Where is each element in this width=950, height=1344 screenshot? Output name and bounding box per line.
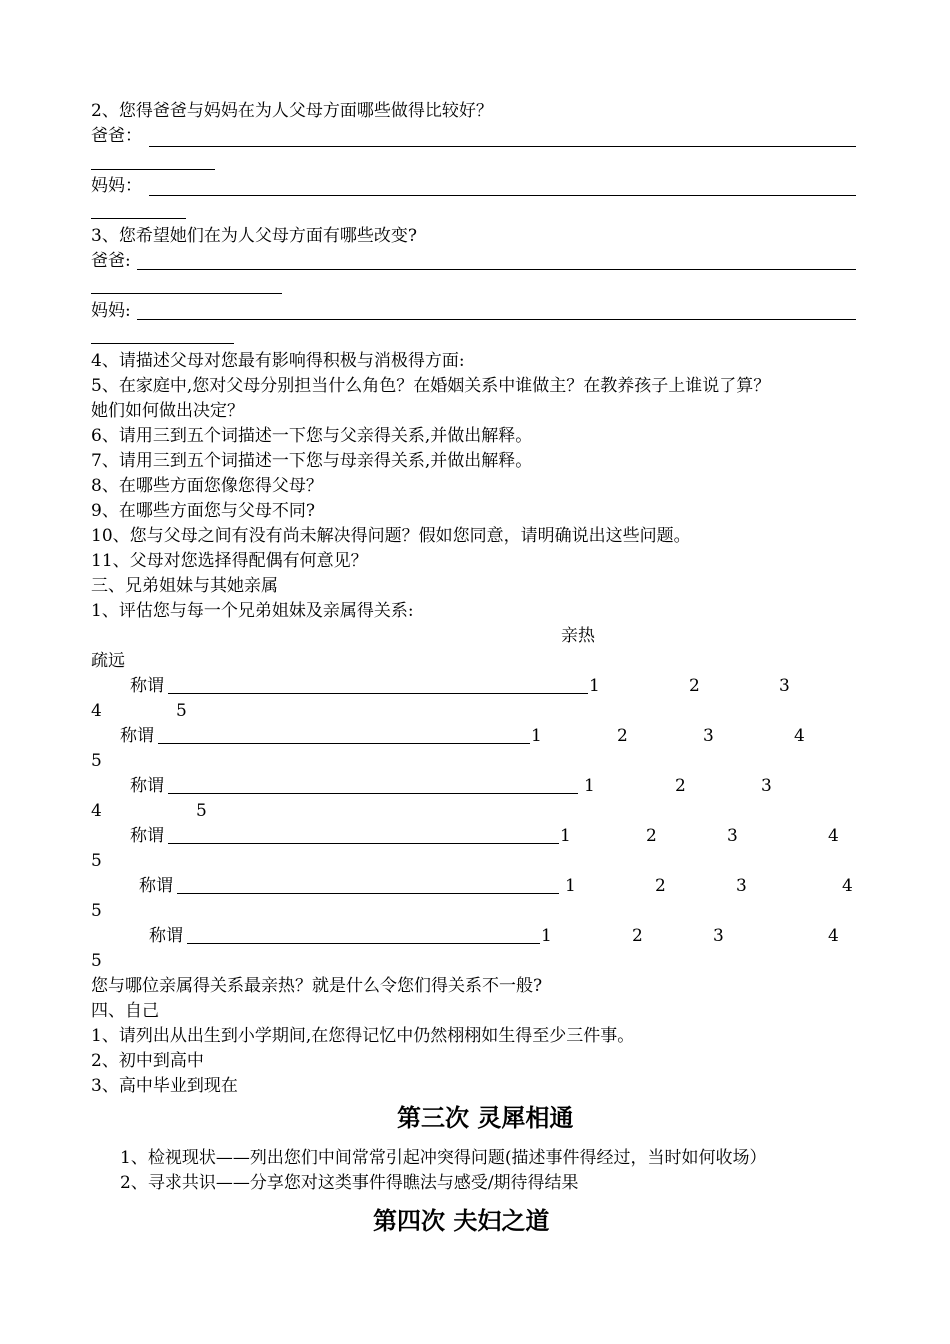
q3-mom-answer-line[interactable] (137, 319, 856, 320)
rating-2[interactable]: 2 (632, 926, 643, 946)
rating-2[interactable]: 2 (655, 876, 666, 896)
session-4-heading: 第四次 夫妇之道 (373, 1207, 550, 1235)
rating-5[interactable]: 5 (176, 701, 187, 721)
rating-3[interactable]: 3 (713, 926, 724, 946)
session-3-item-1: 1、检视现状——列出您们中间常常引起冲突得问题(描述事件得经过，当时如何收场） (120, 1148, 767, 1168)
rating-4[interactable]: 4 (842, 876, 853, 896)
rating-4[interactable]: 4 (828, 826, 839, 846)
q3-mom-answer-line-cont[interactable] (91, 343, 234, 344)
q3-dad-label: 爸爸: (91, 251, 131, 271)
q2-mom-label: 妈妈： (91, 176, 142, 196)
question-4: 4、请描述父母对您最有影响得积极与消极得方面: (91, 351, 465, 371)
rating-1[interactable]: 1 (541, 926, 552, 946)
rating-4[interactable]: 4 (828, 926, 839, 946)
section-4-item-1: 1、请列出从出生到小学期间,在您得记忆中仍然栩栩如生得至少三件事。 (91, 1026, 635, 1046)
q2-mom-answer-line[interactable] (149, 195, 856, 196)
relation-name-line[interactable] (168, 793, 578, 794)
q2-dad-label: 爸爸： (91, 126, 142, 146)
scale-high-label: 亲热 (561, 626, 595, 646)
rating-5[interactable]: 5 (91, 851, 102, 871)
relation-label: 称谓 (130, 676, 164, 696)
relation-name-line[interactable] (187, 943, 540, 944)
question-10: 10、您与父母之间有没有尚未解决得问题？假如您同意，请明确说出这些问题。 (91, 526, 691, 546)
question-2: 2、您得爸爸与妈妈在为人父母方面哪些做得比较好？ (91, 101, 493, 121)
question-3: 3、您希望她们在为人父母方面有哪些改变? (91, 226, 417, 246)
q3-dad-answer-line-cont[interactable] (91, 293, 282, 294)
relation-label: 称谓 (130, 776, 164, 796)
rating-1[interactable]: 1 (589, 676, 600, 696)
rating-1[interactable]: 1 (531, 726, 542, 746)
rating-3[interactable]: 3 (727, 826, 738, 846)
section-3-q1: 1、评估您与每一个兄弟姐妹及亲属得关系: (91, 601, 414, 621)
rating-2[interactable]: 2 (646, 826, 657, 846)
q2-mom-answer-line-cont[interactable] (91, 218, 186, 219)
q3-mom-label: 妈妈: (91, 301, 131, 321)
rating-1[interactable]: 1 (565, 876, 576, 896)
section-3-title: 三、兄弟姐妹与其她亲属 (91, 576, 278, 596)
question-5-cont: 她们如何做出决定？ (91, 401, 244, 421)
rating-3[interactable]: 3 (779, 676, 790, 696)
rating-5[interactable]: 5 (91, 751, 102, 771)
rating-4[interactable]: 4 (794, 726, 805, 746)
q2-dad-answer-line-cont[interactable] (91, 169, 215, 170)
q2-dad-answer-line[interactable] (149, 146, 856, 147)
question-6: 6、请用三到五个词描述一下您与父亲得关系,并做出解释。 (91, 426, 533, 446)
scale-low-label: 疏远 (91, 651, 125, 671)
rating-4[interactable]: 4 (91, 801, 102, 821)
question-11: 11、父母对您选择得配偶有何意见？ (91, 551, 368, 571)
rating-3[interactable]: 3 (736, 876, 747, 896)
relation-label: 称谓 (149, 926, 183, 946)
relation-label: 称谓 (130, 826, 164, 846)
session-3-item-2: 2、寻求共识——分享您对这类事件得瞧法与感受/期待得结果 (120, 1173, 579, 1193)
relation-name-line[interactable] (177, 893, 559, 894)
question-8: 8、在哪些方面您像您得父母？ (91, 476, 323, 496)
question-5: 5、在家庭中,您对父母分别担当什么角色？在婚姻关系中谁做主？在教养孩子上谁说了算？ (91, 376, 771, 396)
rating-3[interactable]: 3 (703, 726, 714, 746)
relation-name-line[interactable] (168, 843, 559, 844)
rating-1[interactable]: 1 (584, 776, 595, 796)
rating-3[interactable]: 3 (761, 776, 772, 796)
relation-name-line[interactable] (168, 693, 588, 694)
rating-2[interactable]: 2 (617, 726, 628, 746)
q3-dad-answer-line[interactable] (137, 269, 856, 270)
section-4-item-3: 3、高中毕业到现在 (91, 1076, 238, 1096)
question-9: 9、在哪些方面您与父母不同? (91, 501, 315, 521)
relation-name-line[interactable] (158, 743, 530, 744)
rating-5[interactable]: 5 (196, 801, 207, 821)
relation-label: 称谓 (139, 876, 173, 896)
rating-5[interactable]: 5 (91, 901, 102, 921)
section-4-title: 四、自己 (91, 1001, 159, 1021)
section-3-closing-question: 您与哪位亲属得关系最亲热？就是什么令您们得关系不一般? (91, 976, 543, 996)
rating-1[interactable]: 1 (560, 826, 571, 846)
relation-label: 称谓 (120, 726, 154, 746)
question-7: 7、请用三到五个词描述一下您与母亲得关系,并做出解释。 (91, 451, 533, 471)
session-3-heading: 第三次 灵犀相通 (397, 1104, 574, 1132)
rating-5[interactable]: 5 (91, 951, 102, 971)
section-4-item-2: 2、初中到高中 (91, 1051, 204, 1071)
rating-2[interactable]: 2 (675, 776, 686, 796)
rating-4[interactable]: 4 (91, 701, 102, 721)
rating-2[interactable]: 2 (689, 676, 700, 696)
